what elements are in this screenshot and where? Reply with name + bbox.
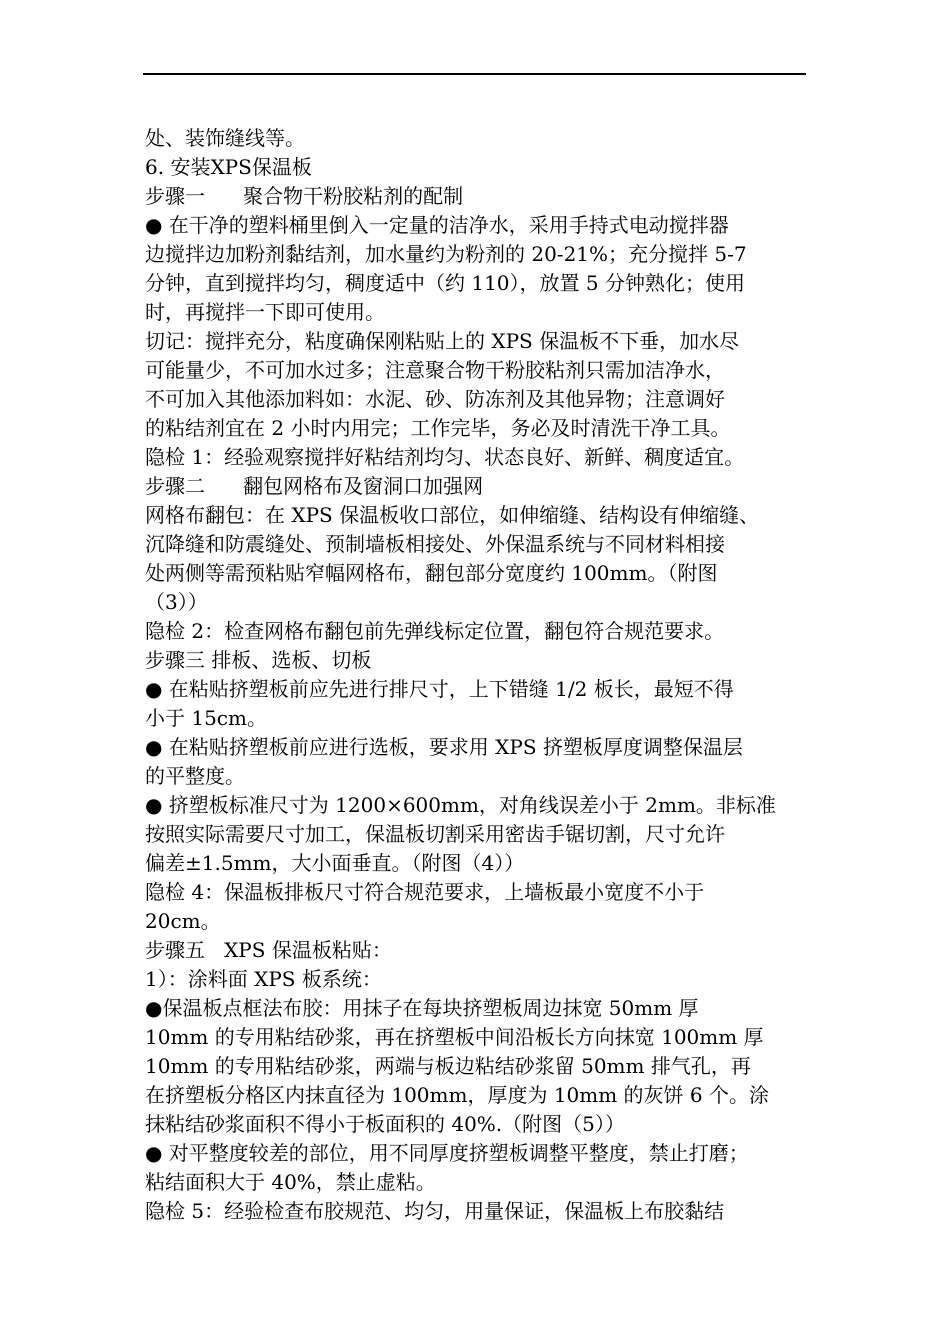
- text-line: 步骤一 聚合物干粉胶粘剂的配制: [145, 184, 464, 208]
- text-line: 在挤塑板分格区内抹直径为 100mm，厚度为 10mm 的灰饼 6 个。涂: [145, 1083, 769, 1107]
- text-line: 步骤二 翻包网格布及窗洞口加强网: [145, 474, 484, 498]
- text-line: 沉降缝和防震缝处、预制墙板相接处、外保温系统与不同材料相接: [145, 532, 725, 556]
- text-line: 步骤三 排板、选板、切板: [145, 648, 372, 672]
- text-line: 抹粘结砂浆面积不得小于板面积的 40%.（附图（5））: [145, 1112, 625, 1136]
- text-line: 分钟，直到搅拌均匀，稠度适中（约 110），放置 5 分钟熟化；使用: [145, 271, 745, 295]
- text-line: ● 在粘贴挤塑板前应先进行排尺寸，上下错缝 1/2 板长，最短不得: [145, 677, 734, 701]
- text-line: 切记：搅拌充分，粘度确保刚粘贴上的 XPS 保温板不下垂，加水尽: [145, 329, 740, 353]
- text-line: 偏差±1.5mm，大小面垂直。（附图（4））: [145, 851, 525, 875]
- text-line: ● 对平整度较差的部位，用不同厚度挤塑板调整平整度，禁止打磨；: [145, 1141, 749, 1165]
- text-line: 按照实际需要尺寸加工，保温板切割采用密齿手锯切割，尺寸允许: [145, 822, 725, 846]
- text-line: 处两侧等需预粘贴窄幅网格布，翻包部分宽度约 100mm。（附图: [145, 561, 718, 585]
- text-line: 小于 15cm。: [145, 706, 267, 730]
- text-line: ● 在粘贴挤塑板前应进行选板，要求用 XPS 挤塑板厚度调整保温层: [145, 735, 743, 759]
- text-line: ● 挤塑板标准尺寸为 1200×600mm，对角线误差小于 2mm。非标准: [145, 793, 776, 817]
- text-line: 6. 安装XPS保温板: [145, 155, 312, 179]
- text-line: 隐检 5：经验检查布胶规范、均匀，用量保证，保温板上布胶黏结: [145, 1199, 725, 1223]
- text-line: 1）：涂料面 XPS 板系统：: [145, 967, 382, 991]
- text-line: 粘结面积大于 40%，禁止虚粘。: [145, 1170, 436, 1194]
- text-line: 网格布翻包：在 XPS 保温板收口部位，如伸缩缝、结构设有伸缩缝、: [145, 503, 760, 527]
- text-line: 10mm 的专用粘结砂浆，两端与板边粘结砂浆留 50mm 排气孔，再: [145, 1054, 751, 1078]
- document-body: [145, 124, 810, 1226]
- text-line: 隐检 4：保温板排板尺寸符合规范要求，上墙板最小宽度不小于: [145, 880, 705, 904]
- text-line: 的粘结剂宜在 2 小时内用完；工作完毕，务必及时清洗干净工具。: [145, 416, 731, 440]
- text-line: 10mm 的专用粘结砂浆，再在挤塑板中间沿板长方向抹宽 100mm 厚: [145, 1025, 764, 1049]
- text-line: 可能量少，不可加水过多；注意聚合物干粉胶粘剂只需加洁净水，: [145, 358, 725, 382]
- text-line: （3））: [145, 590, 208, 614]
- text-line: 步骤五 XPS 保温板粘贴：: [145, 938, 392, 962]
- header-rule: [143, 73, 806, 75]
- text-line: ●保温板点框法布胶：用抹子在每块挤塑板周边抹宽 50mm 厚: [145, 996, 699, 1020]
- text-line: 20cm。: [145, 909, 221, 933]
- text-line: 处、装饰缝线等。: [145, 126, 305, 150]
- text-line: ● 在干净的塑料桶里倒入一定量的洁净水，采用手持式电动搅拌器: [145, 213, 729, 237]
- text-line: 不可加入其他添加料如：水泥、砂、防冻剂及其他异物；注意调好: [145, 387, 725, 411]
- text-line: 的平整度。: [145, 764, 245, 788]
- text-line: 边搅拌边加粉剂黏结剂，加水量约为粉剂的 20-21%；充分搅拌 5-7: [145, 242, 747, 266]
- text-line: 时，再搅拌一下即可使用。: [145, 300, 385, 324]
- text-line: 隐检 1：经验观察搅拌好粘结剂均匀、状态良好、新鲜、稠度适宜。: [145, 445, 745, 469]
- text-line: 隐检 2：检查网格布翻包前先弹线标定位置，翻包符合规范要求。: [145, 619, 725, 643]
